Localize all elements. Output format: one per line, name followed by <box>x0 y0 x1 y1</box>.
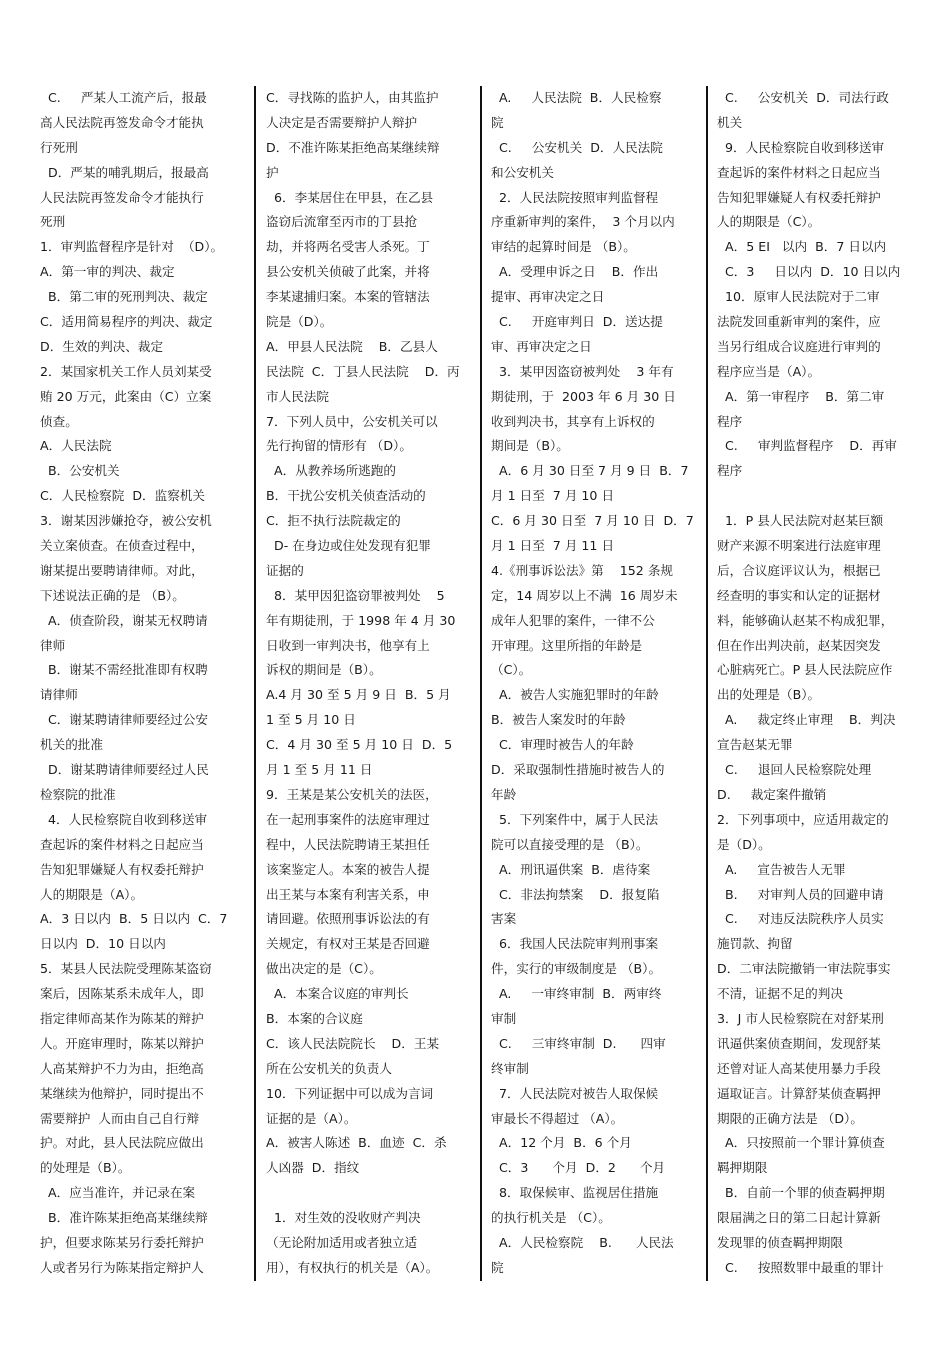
text-line: B．谢某不需经批准即有权聘 <box>40 662 208 678</box>
text-line: B．公安机关 <box>40 463 120 479</box>
text-line: A．侦查阶段，谢某无权聘请 <box>40 612 208 628</box>
text-line: 用），有权执行的机关是（A）。 <box>266 1259 439 1275</box>
text-line: A．5 EI 以内 B．7 日以内 <box>717 239 887 255</box>
text-line: 5．下列案件中，属于人民法 <box>491 811 659 827</box>
text-line: C. 审判监督程序 D．再审 <box>717 438 897 454</box>
text-line: A. 宣告被告人无罪 <box>717 861 846 877</box>
text-line: 人凶器 D．指纹 <box>266 1160 360 1176</box>
text-line: 侦查。 <box>40 413 78 429</box>
text-line: 终审制 <box>491 1060 529 1076</box>
text-line: 1．对生效的没收财产判决 <box>266 1210 421 1226</box>
text-line: C．3 日以内 D．10 日以内 <box>717 264 901 280</box>
text-line: A．甲县人民法院 B．乙县人 <box>266 338 438 354</box>
text-line: 害案 <box>491 911 517 927</box>
text-line: A．本案合议庭的审判长 <box>266 986 409 1002</box>
text-line: A．第一审的判决、裁定 <box>40 264 175 280</box>
text-line: A.4 月 30 至 5 月 9 日 B．5 月 <box>266 687 451 703</box>
text-line: C．谢某聘请律师要经过公安 <box>40 712 208 728</box>
text-line: 1．P 县人民法院对赵某巨额 <box>717 513 884 529</box>
text-line: 谢某提出要聘请律师。对此， <box>40 562 204 578</box>
text-line: （无论附加适用或者独立适 <box>266 1234 418 1250</box>
text-line: A．从教养场所逃跑的 <box>266 463 396 479</box>
text-line: A．3 日以内 B．5 日以内 C．7 <box>40 911 228 927</box>
column-divider <box>480 86 482 1281</box>
text-line: 收到判决书，其享有上诉权的 <box>491 413 655 429</box>
text-line: 告知犯罪嫌疑人有权委托辩护 <box>40 861 204 877</box>
text-line: 证据的 <box>266 562 304 578</box>
text-line: 人或者另行为陈某指定辩护人 <box>40 1259 204 1275</box>
text-line: D．不准许陈某拒绝高某继续辩 <box>266 139 440 155</box>
text-line: C．3 个月 D．2 个月 <box>491 1160 666 1176</box>
text-line: 市人民法院 <box>266 388 329 404</box>
text-line: 人决定是否需要辩护人辩护 <box>266 114 418 130</box>
text-column-2 <box>266 86 472 1281</box>
text-line: 院是（D）。 <box>266 314 333 330</box>
text-line: A. 一审终审制 B．两审终 <box>491 986 662 1002</box>
text-line: 人民法院再签发命令才能执行 <box>40 189 204 205</box>
text-line: 审最长不得超过 （A）。 <box>491 1110 624 1126</box>
text-line: 年有期徒刑，于 1998 年 4 月 30 <box>266 612 456 628</box>
text-line: B. 对审判人员的回避申请 <box>717 886 884 902</box>
text-line: C．非法拘禁案 D．报复陷 <box>491 886 660 902</box>
text-line: B．本案的合议庭 <box>266 1010 363 1026</box>
text-line: 人的期限是（A）。 <box>40 886 144 902</box>
text-line: 审结的起算时间是 （B）。 <box>491 239 636 255</box>
text-line: 讯逼供案侦查期间，发现舒某 <box>717 1035 881 1051</box>
text-line: 人。开庭审理时，陈某以辩护 <box>40 1035 204 1051</box>
text-line: 盗窃后流窜至丙市的丁县抢 <box>266 214 418 230</box>
text-line: D．严某的哺乳期后，报最高 <box>40 164 209 180</box>
column-divider <box>254 86 256 1281</box>
text-line: A. 人民法院 B．人民检察 <box>491 90 662 105</box>
text-line: A．人民法院 <box>40 438 112 454</box>
text-line: 某继续为他辩护，同时提出不 <box>40 1085 204 1101</box>
text-line: 程中，人民法院聘请王某担任 <box>266 836 430 852</box>
text-line: 的处理是（B）。 <box>40 1160 131 1176</box>
text-line: 宣告赵某无罪 <box>717 737 793 753</box>
text-line: 护。对此，县人民法院应做出 <box>40 1135 204 1151</box>
text-line: D. 裁定案件撤销 <box>717 786 827 802</box>
text-line: A．被告人实施犯罪时的年龄 <box>491 687 659 703</box>
text-line: 施罚款、拘留 <box>717 936 793 952</box>
text-line: 的执行机关是 （C）。 <box>491 1210 611 1226</box>
text-line: 审、再审决定之日 <box>491 338 592 354</box>
text-line: 料，能够确认赵某不构成犯罪， <box>717 612 894 628</box>
text-line: C. 三审终审制 D. 四审 <box>491 1035 666 1051</box>
text-line: C. 开庭审判日 D．送达提 <box>491 314 663 330</box>
text-line: 请回避。依照刑事诉讼法的有 <box>266 911 430 927</box>
text-line: D．二审法院撤销一审法院事实 <box>717 961 891 977</box>
text-line: 后，合议庭评议认为，根据已 <box>717 562 881 578</box>
text-line: 8．某甲因犯盗窃罪被判处 5 <box>266 587 445 603</box>
text-line: 日收到一审判决书，他享有上 <box>266 637 430 653</box>
text-line: 4.《刑事诉讼法》第 152 条规 <box>491 562 674 578</box>
text-line: 提审、再审决定之日 <box>491 289 605 305</box>
text-line: C．该人民法院院长 D．王某 <box>266 1035 440 1051</box>
text-line: 月 1 日至 7 月 11 日 <box>491 538 615 554</box>
text-line: 护，但要求陈某另行委托辩护 <box>40 1234 204 1250</box>
text-column-1 <box>40 86 246 1281</box>
text-line: C．审理时被告人的年龄 <box>491 737 634 753</box>
text-line: 人高某辩护不力为由，拒绝高 <box>40 1060 204 1076</box>
text-line: 期限的正确方法是 （D）。 <box>717 1110 863 1126</box>
text-line: 羁押期限 <box>717 1160 768 1176</box>
text-line: 案后，因陈某系未成年人，即 <box>40 986 204 1002</box>
text-line: 3．谢某因涉嫌抢夺，被公安机 <box>40 513 212 529</box>
text-line: 关规定，有权对王某是否回避 <box>266 936 430 952</box>
text-line: 护 <box>266 164 279 180</box>
text-line: C．人民检察院 D．监察机关 <box>40 488 206 504</box>
text-column-4 <box>717 86 913 1281</box>
text-line: D．采取强制性措施时被告人的 <box>491 762 665 778</box>
text-line: 9．王某是某公安机关的法医， <box>266 786 438 802</box>
text-line: 发现罪的侦查羁押期限 <box>717 1234 843 1250</box>
text-line: 出王某与本案有利害关系，申 <box>266 886 430 902</box>
text-line: B．自前一个罪的侦查羁押期 <box>717 1185 885 1201</box>
text-line: 5．某县人民法院受理陈某盗窃 <box>40 961 212 977</box>
text-line: 6．我国人民法院审判刑事案 <box>491 936 659 952</box>
text-line: 月 1 至 5 月 11 日 <box>266 762 373 778</box>
text-line: 检察院的批准 <box>40 786 116 802</box>
text-line: 7．下列人员中，公安机关可以 <box>266 413 438 429</box>
text-line: 在一起刑事案件的法庭审理过 <box>266 811 430 827</box>
text-line: 程序应当是（A）。 <box>717 363 821 379</box>
text-line: 李某逮捕归案。本案的管辖法 <box>266 289 430 305</box>
text-line: 4．人民检察院自收到移送审 <box>40 811 208 827</box>
text-line: A．人民检察院 B. 人民法 <box>491 1234 674 1250</box>
text-line: 10．原审人民法院对于二审 <box>717 289 880 305</box>
text-line: 贿 20 万元，此案由（C）立案 <box>40 388 212 404</box>
text-line: 法院发回重新审判的案件，应 <box>717 314 881 330</box>
text-line: D．生效的判决、裁定 <box>40 338 164 354</box>
text-line: C. 公安机关 D．人民法院 <box>491 139 663 155</box>
text-line: 8．取保候审、监视居住措施 <box>491 1185 659 1201</box>
text-line: 期间是（B）。 <box>491 438 569 454</box>
text-line: C．适用简易程序的判决、裁定 <box>40 314 213 330</box>
text-column-3 <box>491 86 697 1281</box>
text-line: 院 <box>491 1259 504 1275</box>
text-line: 民法院 C．丁县人民法院 D．丙 <box>266 363 460 379</box>
text-line: A．被害人陈述 B．血迹 C．杀 <box>266 1135 447 1151</box>
text-line: 定，14 周岁以上不满 16 周岁未 <box>491 587 678 603</box>
text-line: C．4 月 30 至 5 月 10 日 D．5 <box>266 737 453 753</box>
text-line: 日以内 D．10 日以内 <box>40 936 166 952</box>
text-line: 审制 <box>491 1010 517 1026</box>
text-line: B．干扰公安机关侦查活动的 <box>266 488 426 504</box>
text-line: 件，实行的审级制度是 （B）。 <box>491 961 662 977</box>
text-line: 限届满之日的第二日起计算新 <box>717 1210 881 1226</box>
text-line: 关立案侦查。在侦查过程中， <box>40 538 204 554</box>
text-line: 3．J 市人民检察院在对舒某刑 <box>717 1010 884 1026</box>
text-line: 县公安机关侦破了此案，并将 <box>266 264 430 280</box>
text-line <box>717 484 913 509</box>
text-line: 查起诉的案件材料之日起应当 <box>40 836 204 852</box>
text-line: A．12 个月 B．6 个月 <box>491 1135 632 1151</box>
text-line: 高人民法院再签发命令才能执 <box>40 114 204 130</box>
text-line: 不清，证据不足的判决 <box>717 986 843 1002</box>
text-line: 逼取证言。计算舒某侦查羁押 <box>717 1085 881 1101</box>
text-line: 成年人犯罪的案件，一律不公 <box>491 612 655 628</box>
text-line: 行死刑 <box>40 139 78 155</box>
text-line: 序重新审判的案件， 3 个月以内 <box>491 214 675 230</box>
text-line: 该案鉴定人。本案的被告人提 <box>266 861 430 877</box>
text-line: A．受理申诉之日 B．作出 <box>491 264 659 280</box>
text-line: 诉权的期间是（B）。 <box>266 662 382 678</box>
text-line: 程序 <box>717 463 743 479</box>
text-line: 劫，并将两名受害人杀死。丁 <box>266 239 430 255</box>
text-line: 查起诉的案件材料之日起应当 <box>717 164 881 180</box>
text-line: 2．人民法院按照审判监督程 <box>491 189 659 205</box>
text-line: 还曾对证人高某使用暴力手段 <box>717 1060 881 1076</box>
text-line: B．第二审的死刑判决、裁定 <box>40 289 208 305</box>
text-line: 年龄 <box>491 786 517 802</box>
text-line: 做出决定的是（C）。 <box>266 961 382 977</box>
text-line: A．第一审程序 B．第二审 <box>717 388 885 404</box>
text-line: 2．下列事项中，应适用裁定的 <box>717 811 889 827</box>
text-line <box>266 1181 472 1206</box>
text-line: 1．审判监督程序是针对 （D）。 <box>40 239 224 255</box>
text-line: 是（D）。 <box>717 836 771 852</box>
text-line: 月 1 日至 7 月 10 日 <box>491 488 615 504</box>
text-line: 但在作出判决前，赵某因突发 <box>717 637 881 653</box>
text-line: 需要辩护 人而由自己自行辩 <box>40 1110 200 1126</box>
text-line: A．刑讯逼供案 B．虐待案 <box>491 861 651 877</box>
text-line: 出的处理是（B）。 <box>717 687 821 703</box>
text-line: 经查明的事实和认定的证据材 <box>717 587 881 603</box>
text-line: 开审理。这里所指的年龄是 <box>491 637 643 653</box>
text-line: 证据的是（A）。 <box>266 1110 357 1126</box>
text-line: C．寻找陈的监护人，由其监护 <box>266 90 439 105</box>
text-line: C. 按照数罪中最重的罪计 <box>717 1259 884 1275</box>
text-line: C. 严某人工流产后，报最 <box>40 90 207 105</box>
text-line: （C）。 <box>491 662 532 678</box>
column-divider <box>706 86 708 1281</box>
text-line: 期徒刑，于 2003 年 6 月 30 日 <box>491 388 676 404</box>
text-line: 3．某甲因盗窃被判处 3 年有 <box>491 363 674 379</box>
text-line: 2．某国家机关工作人员刘某受 <box>40 363 212 379</box>
text-line: C. 公安机关 D．司法行政 <box>717 90 889 105</box>
text-line: 机关的批准 <box>40 737 103 753</box>
text-line: 所在公安机关的负责人 <box>266 1060 392 1076</box>
text-line: 下述说法正确的是 （B）。 <box>40 587 185 603</box>
text-line: B．被告人案发时的年龄 <box>491 712 626 728</box>
text-line: 院 <box>491 114 504 130</box>
text-line: C．6 月 30 日至 7 月 10 日 D．7 <box>491 513 694 529</box>
text-line: C. 对违反法院秩序人员实 <box>717 911 884 927</box>
text-line: 10．下列证据中可以成为言词 <box>266 1085 434 1101</box>
text-line: 财产来源不明案进行法庭审理 <box>717 538 881 554</box>
text-line: 心脏病死亡。P 县人民法院应作 <box>717 662 893 678</box>
text-line: 7．人民法院对被告人取保候 <box>491 1085 659 1101</box>
text-line: A. 裁定终止审理 B．判决 <box>717 712 896 728</box>
text-line: 机关 <box>717 114 743 130</box>
text-line: D- 在身边或住处发现有犯罪 <box>266 538 431 554</box>
text-line: A．只按照前一个罪计算侦查 <box>717 1135 885 1151</box>
text-line: 死刑 <box>40 214 66 230</box>
text-line: 当另行组成合议庭进行审判的 <box>717 338 881 354</box>
text-line: 指定律师高某作为陈某的辩护 <box>40 1010 204 1026</box>
text-line: 1 至 5 月 10 日 <box>266 712 356 728</box>
text-line: D．谢某聘请律师要经过人民 <box>40 762 209 778</box>
text-line: 律师 <box>40 637 66 653</box>
text-line: 9．人民检察院自收到移送审 <box>717 139 885 155</box>
text-line: 告知犯罪嫌疑人有权委托辩护 <box>717 189 881 205</box>
text-line: B．准许陈某拒绝高某继续辩 <box>40 1210 208 1226</box>
text-line: 先行拘留的情形有 （D）。 <box>266 438 412 454</box>
text-line: C. 退回人民检察院处理 <box>717 762 872 778</box>
text-line: 请律师 <box>40 687 78 703</box>
text-line: 人的期限是（C）。 <box>717 214 821 230</box>
text-line: 院可以直接受理的是 （B）。 <box>491 836 649 852</box>
text-line: A．应当准许，并记录在案 <box>40 1185 196 1201</box>
text-line: 和公安机关 <box>491 164 554 180</box>
text-line: A．6 月 30 日至 7 月 9 日 B．7 <box>491 463 689 479</box>
text-line: C．拒不执行法院裁定的 <box>266 513 401 529</box>
text-line: 6．李某居住在甲县，在乙县 <box>266 189 434 205</box>
text-line: 程序 <box>717 413 743 429</box>
